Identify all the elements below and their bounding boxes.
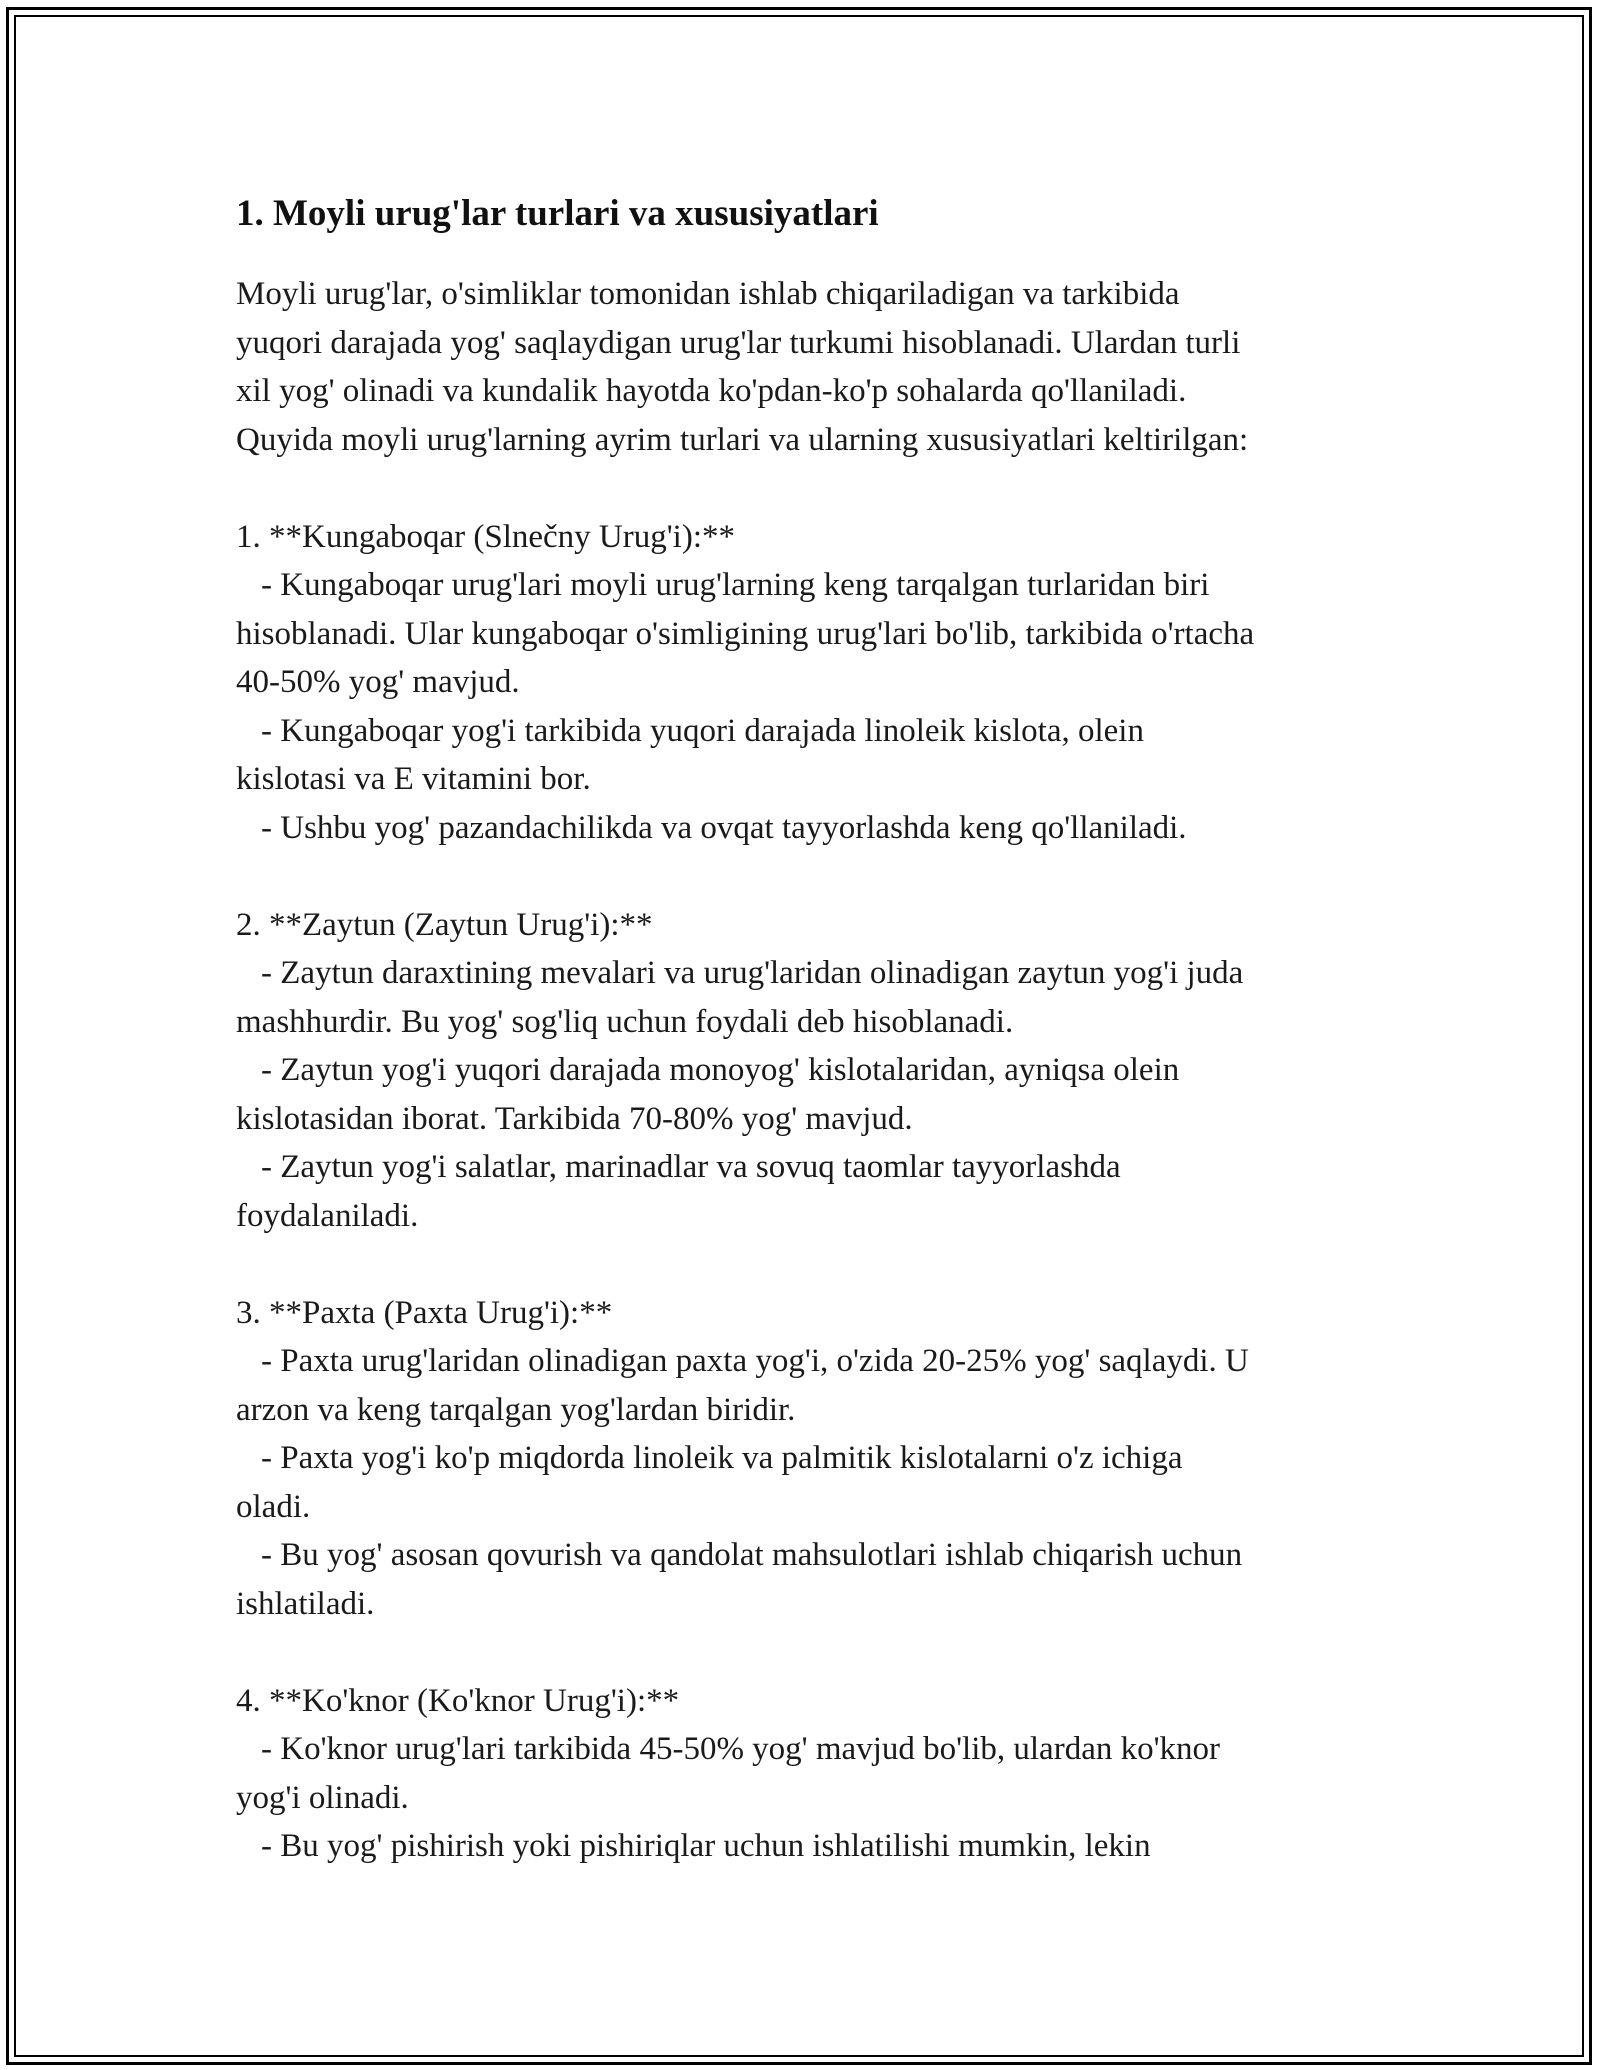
document-body	[236, 186, 1386, 1871]
list-item-bullet	[236, 1337, 1386, 1434]
bullet-text: - Kungaboqar yog'i tarkibida yuqori darajada linoleik kislota, olein kislotasi va E vitamini bor.	[236, 712, 1144, 797]
list-item-zaytun	[236, 901, 1386, 1241]
spacer	[236, 1628, 1386, 1677]
spacer	[236, 852, 1386, 901]
list-item-bullet	[236, 1531, 1386, 1628]
list-item-kungaboqar	[236, 513, 1386, 853]
list-item-bullet	[236, 707, 1386, 804]
bullet-text: - Kungaboqar urug'lari moyli urug'larning keng tarqalgan turlaridan biri hisoblanadi. Ular kungaboqar o'simligining urug'lari bo'lib, tarkibida o'rtacha 40-50% yog' mavjud.	[236, 567, 1255, 700]
bullet-text: - Ushbu yog' pazandachilikda va ovqat tayyorlashda keng qo'llaniladi.	[261, 809, 1187, 846]
section-heading: 1. Moyli urug'lar turlari va xususiyatlari	[236, 193, 879, 234]
list-item-bullet	[236, 1046, 1386, 1143]
bullet-text: - Zaytun yog'i salatlar, marinadlar va sovuq taomlar tayyorlashda foydalaniladi.	[236, 1149, 1121, 1234]
spacer	[236, 464, 1386, 513]
list-item-title: 1. **Kungaboqar (Slnečny Urug'i):**	[236, 518, 736, 555]
list-item-bullet	[236, 804, 1386, 853]
bullet-text: - Bu yog' asosan qovurish va qandolat mahsulotlari ishlab chiqarish uchun ishlatiladi.	[236, 1537, 1243, 1622]
list-item-paxta	[236, 1289, 1386, 1629]
list-item-bullet	[236, 561, 1386, 707]
bullet-text: - Ko'knor urug'lari tarkibida 45-50% yog' mavjud bo'lib, ulardan ko'knor yog'i olinadi.	[236, 1731, 1221, 1816]
spacer	[236, 1240, 1386, 1289]
bullet-text: - Zaytun yog'i yuqori darajada monoyog' kislotalaridan, ayniqsa olein kislotasidan iborat. Tarkibida 70-80% yog' mavjud.	[236, 1052, 1180, 1137]
list-item-title: 3. **Paxta (Paxta Urug'i):**	[236, 1294, 613, 1331]
list-item-bullet	[236, 1725, 1386, 1822]
intro-paragraph: Moyli urug'lar, o'simliklar tomonidan ishlab chiqariladigan va tarkibida yuqori darajada yog' saqlaydigan urug'lar turkumi hisoblanadi. Ulardan turli xil yog' olinadi va kundalik hayotda ko'pdan-ko'p sohalarda qo'llaniladi. Quyida moyli urug'larning ayrim turlari va ularning xususiyatlari keltirilgan:	[236, 276, 1249, 458]
list-item-bullet	[236, 949, 1386, 1046]
list-item-bullet	[236, 1822, 1386, 1871]
bullet-text: - Paxta yog'i ko'p miqdorda linoleik va palmitik kislotalarni o'z ichiga oladi.	[236, 1440, 1183, 1525]
list-item-title: 2. **Zaytun (Zaytun Urug'i):**	[236, 906, 653, 943]
list-item-bullet	[236, 1143, 1386, 1240]
bullet-text: - Paxta urug'laridan olinadigan paxta yog'i, o'zida 20-25% yog' saqlaydi. U arzon va keng tarqalgan yog'lardan biridir.	[236, 1343, 1249, 1428]
list-item-koknor	[236, 1677, 1386, 1871]
bullet-text: - Zaytun daraxtining mevalari va urug'laridan olinadigan zaytun yog'i juda mashhurdir. Bu yog' sog'liq uchun foydali deb hisoblanadi.	[236, 955, 1244, 1040]
bullet-text: - Bu yog' pishirish yoki pishiriqlar uchun ishlatilishi mumkin, lekin	[261, 1828, 1151, 1864]
list-item-title: 4. **Ko'knor (Ko'knor Urug'i):**	[236, 1682, 680, 1719]
list-item-bullet	[236, 1434, 1386, 1531]
